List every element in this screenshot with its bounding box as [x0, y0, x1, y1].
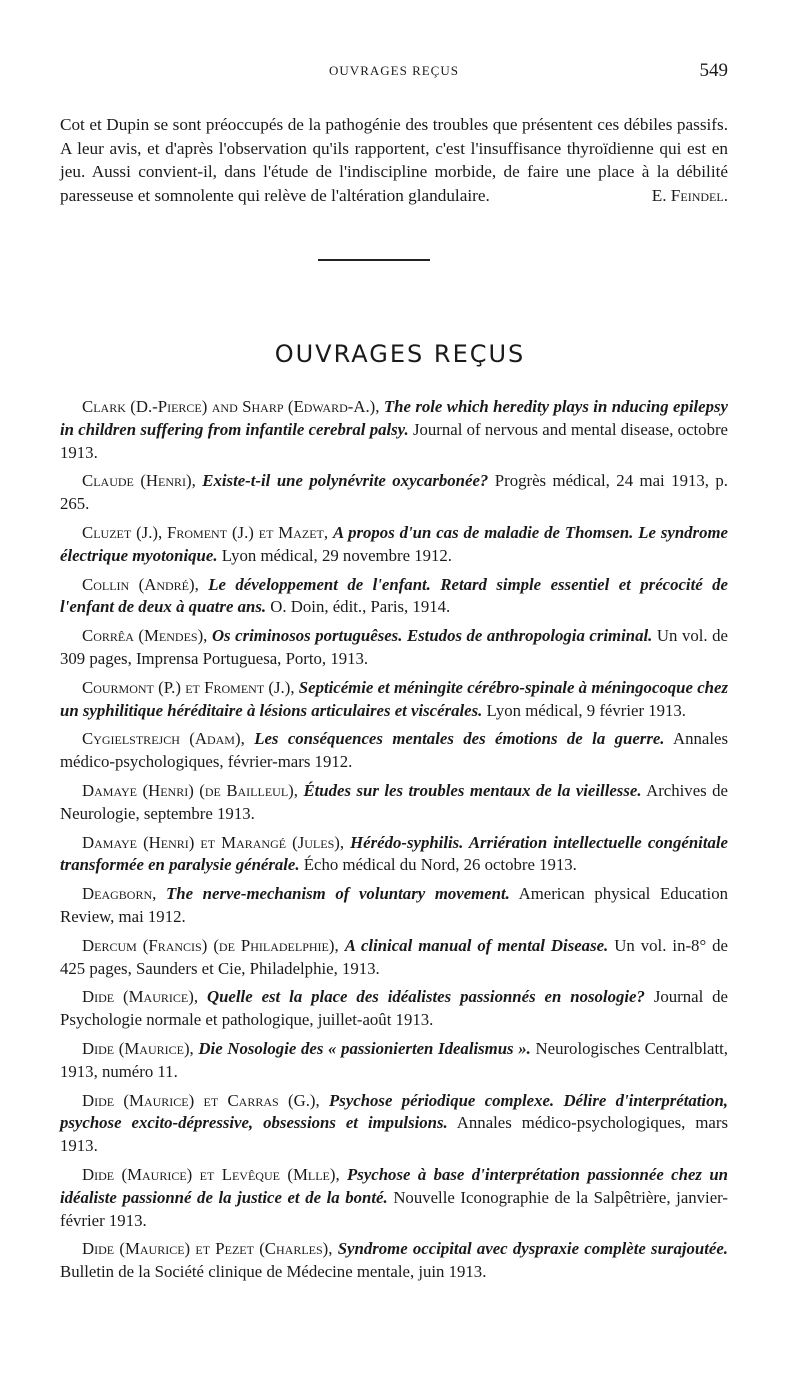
reference-authors: Dide (Maurice) et Carras (G.), — [82, 1090, 320, 1110]
reference-title: A clinical manual of mental Disease. — [344, 935, 609, 955]
reference-title: A propos d'un cas de maladie de Thomsen. Le syndrome électrique myotonique. — [60, 522, 728, 565]
reference-title: Syndrome occipital avec dyspraxie complète surajoutée. — [337, 1239, 728, 1259]
page-number: 549 — [699, 60, 728, 81]
reference-details: Journal de Psychologie normale et pathologique, juillet-août 1913. — [60, 987, 729, 1030]
reference-entry — [60, 780, 728, 826]
reference-authors: Dide (Maurice) et Levêque (Mlle), — [82, 1164, 340, 1184]
reference-entry — [60, 625, 728, 671]
running-title: OUVRAGES REÇUS — [329, 63, 459, 78]
reference-title: Études sur les troubles mentaux de la vieillesse. — [303, 780, 642, 800]
reference-title: Les conséquences mentales des émotions de la guerre. — [254, 729, 665, 749]
reference-entry — [60, 728, 728, 774]
reference-details: Progrès médical, 24 mai 1913, p. 265. — [60, 471, 728, 514]
reference-entry — [60, 470, 728, 516]
running-header — [60, 60, 728, 82]
reference-authors: Damaye (Henri) et Marangé (Jules), — [82, 832, 345, 852]
reference-title: Hérédo-syphilis. Arriération intellectuelle congénitale transformée en paralysie générale. — [60, 832, 728, 875]
reference-details: Bulletin de la Société clinique de Médecine mentale, juin 1913. — [60, 1262, 487, 1282]
reference-title: Die Nosologie des « passionierten Idealismus ». — [198, 1038, 531, 1058]
reference-entry — [60, 677, 728, 723]
reference-authors: Damaye (Henri) (de Bailleul), — [82, 780, 298, 800]
reference-title: The role which heredity plays in nducing epilepsy in children suffering from infantile cerebral palsy. — [60, 397, 728, 439]
reference-details: Un vol. in-8° de 425 pages, Saunders et Cie, Philadelphie, 1913. — [60, 935, 729, 978]
reference-details: Journal of nervous and mental disease, octobre 1913. — [60, 419, 728, 462]
reference-title: Le développement de l'enfant. Retard simple essentiel et précocité de l'enfant de deux à quatre ans. — [60, 574, 728, 617]
reference-authors: Cluzet (J.), Froment (J.) et Mazet, — [82, 522, 329, 542]
reference-authors: Collin (André), — [82, 574, 199, 594]
reference-title: Septicémie et méningite cérébro-spinale à méningocoque chez un syphilitique héréditaire à lésions articulaires et viscérales. — [60, 677, 728, 720]
section-divider — [318, 259, 430, 261]
reference-details: O. Doin, édit., Paris, 1914. — [270, 597, 451, 617]
reference-entry — [60, 574, 728, 620]
reference-entry — [60, 883, 728, 929]
reference-authors: Dide (Maurice), — [82, 1038, 194, 1058]
reference-authors: Courmont (P.) et Froment (J.), — [82, 677, 295, 697]
reference-details: Écho médical du Nord, 26 octobre 1913. — [303, 855, 577, 875]
reference-entry — [60, 396, 728, 464]
reference-details: Nouvelle Iconographie de la Salpêtrière, janvier-février 1913. — [60, 1187, 729, 1230]
reference-authors: Corrêa (Mendes), — [82, 626, 208, 646]
reference-entry — [60, 522, 728, 568]
reference-details: Neurologisches Centralblatt, 1913, numéro 11. — [60, 1038, 728, 1081]
reference-title: Existe-t-il une polynévrite oxycarbonée? — [202, 471, 489, 491]
reference-entry — [60, 832, 728, 878]
reference-details: Archives de Neurologie, septembre 1913. — [60, 780, 728, 823]
reference-title: The nerve-mechanism of voluntary movement. — [165, 884, 510, 904]
reference-entry — [60, 1238, 728, 1284]
reference-details: Lyon médical, 9 février 1913. — [486, 700, 686, 720]
intro-paragraph — [60, 113, 728, 207]
intro-text: Cot et Dupin se sont préoccupés de la pathogénie des troubles que présentent ces débiles passifs. A leur avis, et d'après l'observation qu'ils rapportent, c'est l'insuffisance thyroïdienne qui est en jeu. Aussi convient-il, dans l'étude de l'indiscipline morbide, de faire une place à la débilité paresseuse et somnolente qui relève de l'altération glandulaire. — [60, 115, 728, 205]
signature: E. Feindel. — [651, 185, 728, 205]
reference-title: Psychose à base d'interprétation passionnée chez un idéaliste passionné de la justice et de la bonté. — [60, 1164, 728, 1207]
reference-authors: Claude (Henri), — [82, 471, 196, 491]
references-list — [60, 396, 728, 1290]
reference-authors: Dercum (Francis) (de Philadelphie), — [82, 935, 339, 955]
reference-authors: Clark (D.-Pierce) and Sharp (Edward-A.), — [82, 397, 380, 416]
reference-authors: Deagborn, — [82, 884, 157, 904]
reference-title: Psychose périodique complexe. Délire d'interprétation, psychose excito-dépressive, obsessions et impulsions. — [60, 1090, 728, 1133]
reference-title: Quelle est la place des idéalistes passionnés en nosologie? — [206, 987, 645, 1007]
reference-authors: Dide (Maurice) et Pezet (Charles), — [82, 1239, 333, 1259]
reference-details: Un vol. de 309 pages, Imprensa Portuguesa, Porto, 1913. — [60, 626, 728, 668]
reference-details: Annales médico-psychologiques, février-mars 1912. — [60, 729, 728, 772]
reference-details: Annales médico-psychologiques, mars 1913. — [60, 1113, 728, 1156]
section-title: OUVRAGES REÇUS — [274, 340, 526, 368]
reference-authors: Dide (Maurice), — [82, 987, 199, 1007]
reference-entry — [60, 986, 728, 1032]
reference-entry — [60, 935, 728, 981]
reference-title: Os criminosos portuguêses. Estudos de anthropologia criminal. — [211, 626, 653, 646]
reference-details: Lyon médical, 29 novembre 1912. — [221, 545, 452, 565]
reference-entry — [60, 1164, 728, 1232]
reference-authors: Cygielstrejch (Adam), — [82, 729, 245, 749]
reference-entry — [60, 1038, 728, 1084]
reference-entry — [60, 1090, 728, 1158]
reference-details: American physical Education Review, mai 1912. — [60, 884, 728, 926]
